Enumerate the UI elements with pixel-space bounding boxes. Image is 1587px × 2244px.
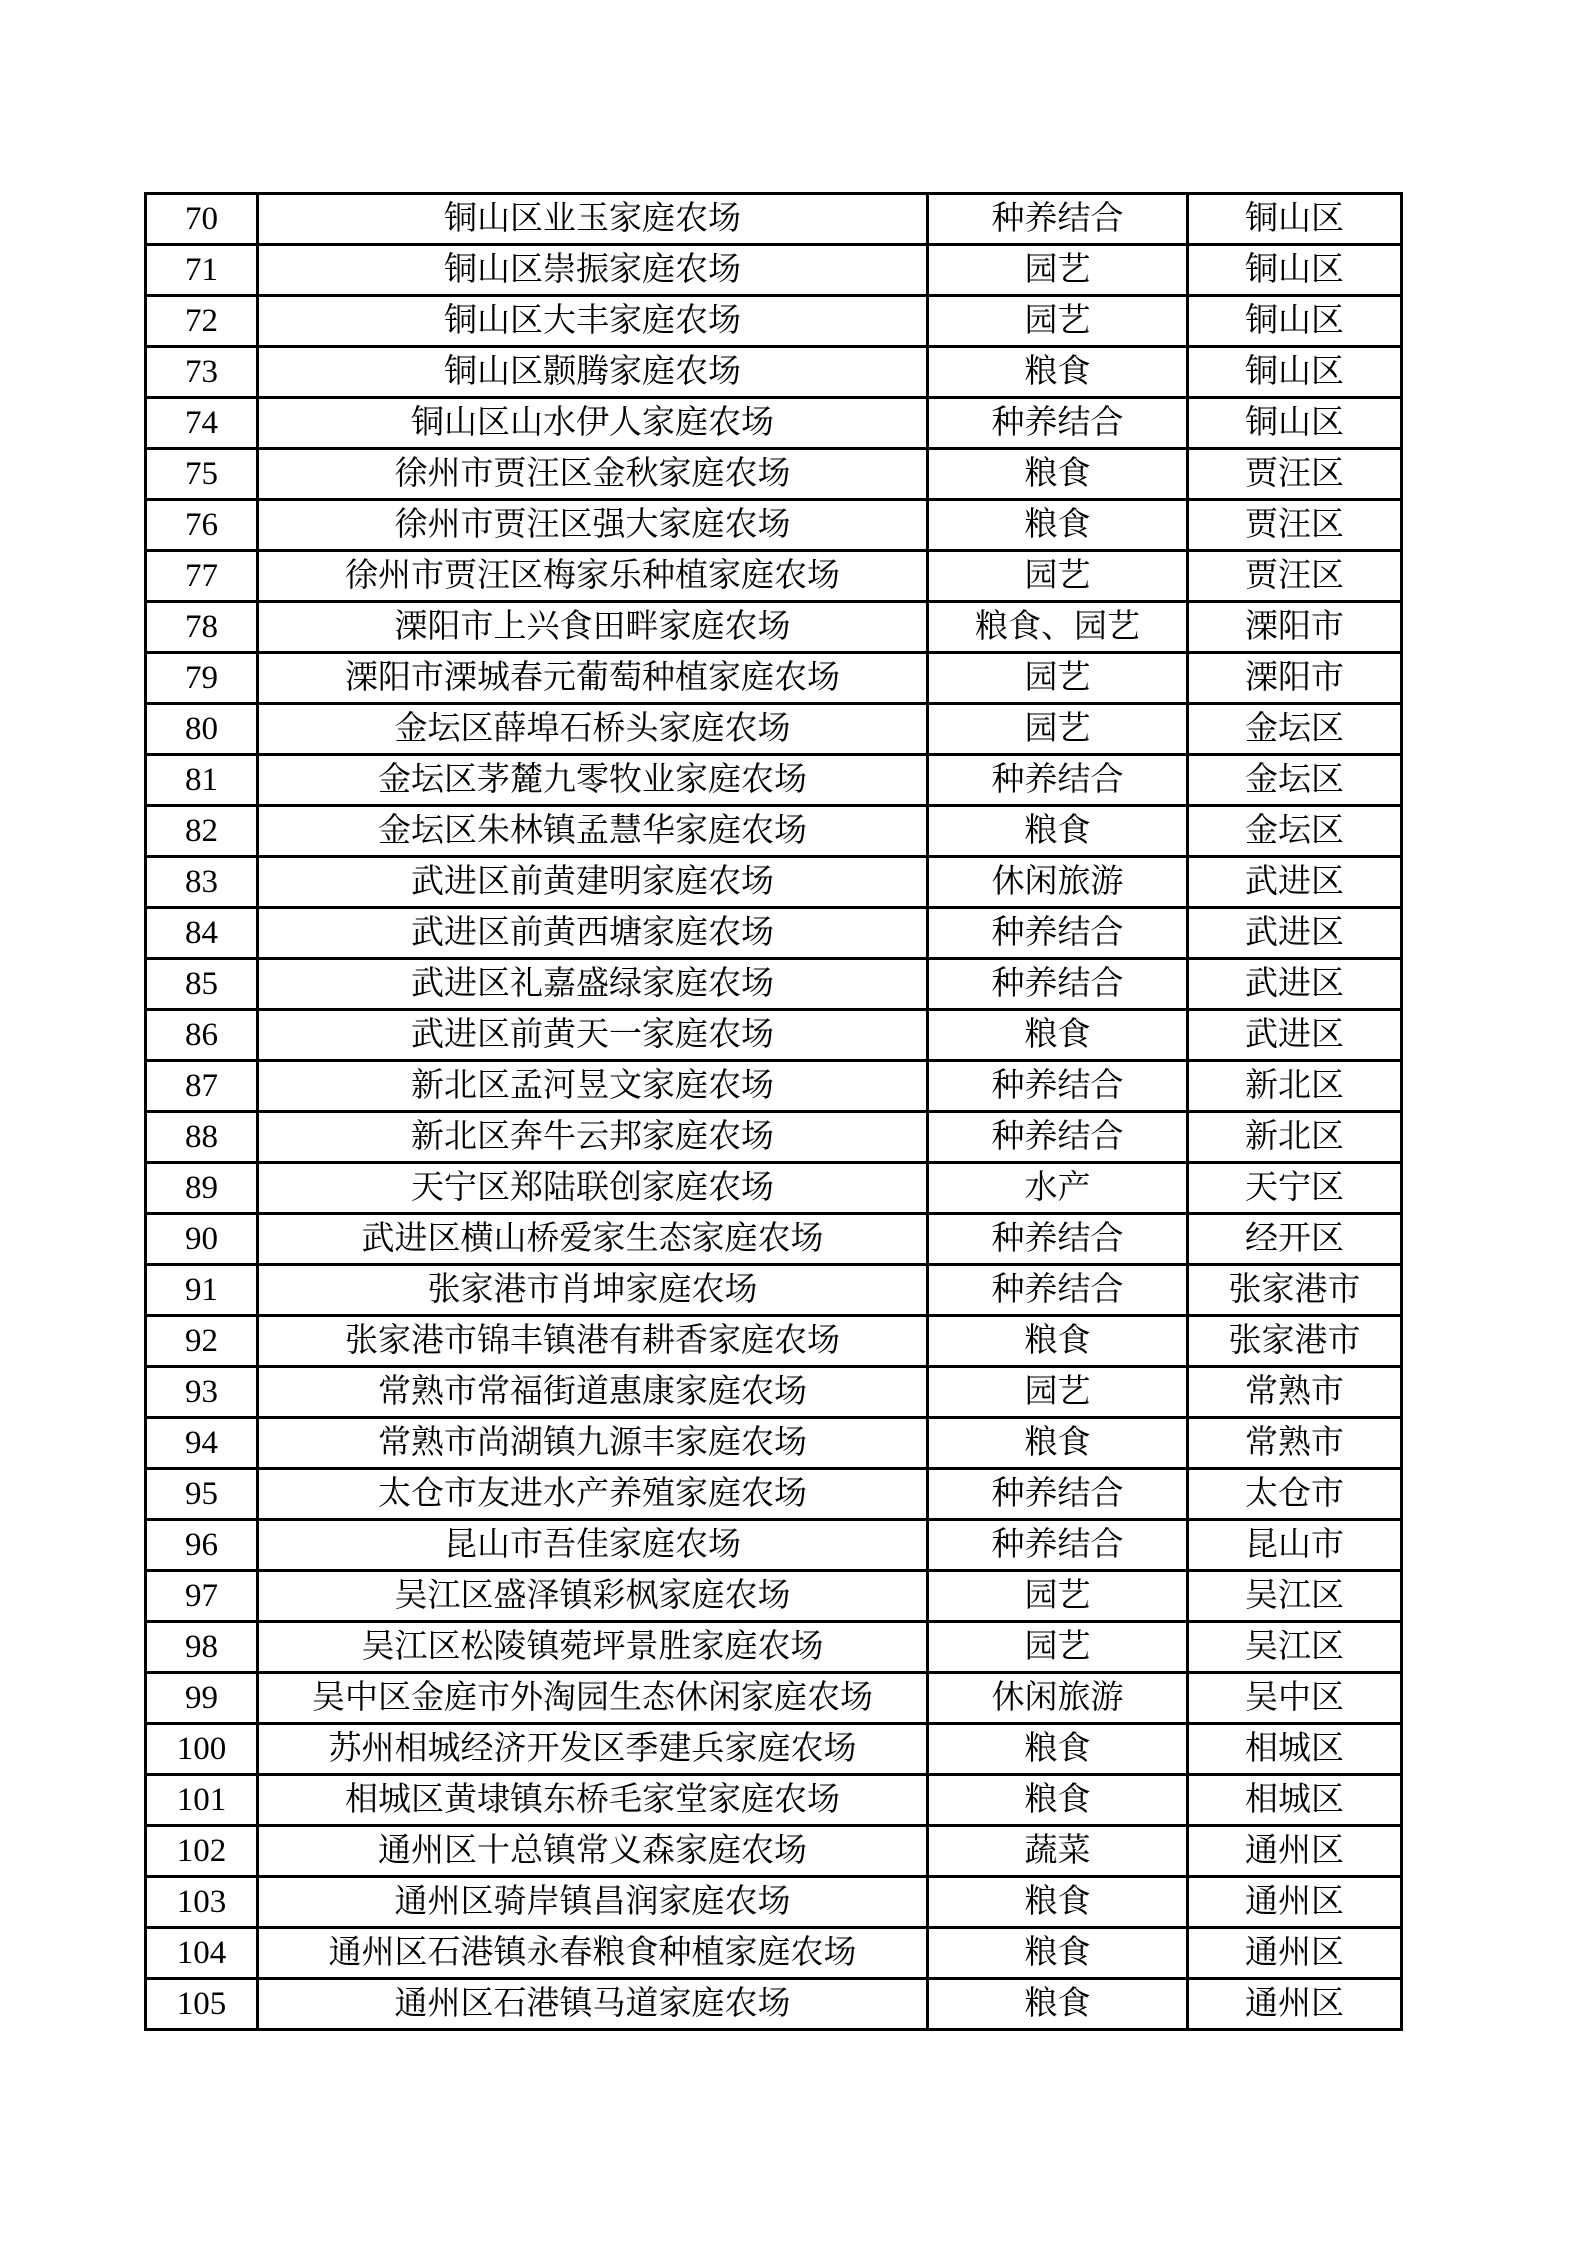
farm-name: 苏州相城经济开发区季建兵家庭农场 — [258, 1724, 928, 1775]
row-number: 84 — [146, 908, 258, 959]
table-row — [146, 806, 1402, 857]
farm-district: 昆山市 — [1188, 1520, 1402, 1571]
table-row — [146, 1010, 1402, 1061]
farm-type: 粮食 — [928, 1010, 1188, 1061]
farm-type: 粮食 — [928, 1724, 1188, 1775]
table-row — [146, 245, 1402, 296]
table-row — [146, 296, 1402, 347]
farm-district: 铜山区 — [1188, 194, 1402, 245]
table-row — [146, 1061, 1402, 1112]
row-number: 75 — [146, 449, 258, 500]
table-row — [146, 1367, 1402, 1418]
farm-type: 粮食 — [928, 500, 1188, 551]
row-number: 101 — [146, 1775, 258, 1826]
farm-district: 金坛区 — [1188, 755, 1402, 806]
farm-district: 天宁区 — [1188, 1163, 1402, 1214]
row-number: 90 — [146, 1214, 258, 1265]
farm-district: 铜山区 — [1188, 245, 1402, 296]
farm-type: 种养结合 — [928, 1061, 1188, 1112]
farm-type: 水产 — [928, 1163, 1188, 1214]
table-row — [146, 704, 1402, 755]
row-number: 99 — [146, 1673, 258, 1724]
table-row — [146, 653, 1402, 704]
row-number: 85 — [146, 959, 258, 1010]
farm-name: 铜山区业玉家庭农场 — [258, 194, 928, 245]
farm-district: 武进区 — [1188, 857, 1402, 908]
table-row — [146, 1928, 1402, 1979]
farm-district: 新北区 — [1188, 1112, 1402, 1163]
table-row — [146, 1979, 1402, 2030]
farm-name: 徐州市贾汪区强大家庭农场 — [258, 500, 928, 551]
farm-type: 园艺 — [928, 1622, 1188, 1673]
farm-name: 铜山区崇振家庭农场 — [258, 245, 928, 296]
farm-name: 武进区横山桥爱家生态家庭农场 — [258, 1214, 928, 1265]
row-number: 81 — [146, 755, 258, 806]
farm-district: 张家港市 — [1188, 1265, 1402, 1316]
farm-name: 吴江区松陵镇菀坪景胜家庭农场 — [258, 1622, 928, 1673]
row-number: 97 — [146, 1571, 258, 1622]
farm-type: 粮食 — [928, 449, 1188, 500]
farm-name: 吴中区金庭市外淘园生态休闲家庭农场 — [258, 1673, 928, 1724]
farm-type: 种养结合 — [928, 755, 1188, 806]
farm-district: 贾汪区 — [1188, 449, 1402, 500]
farm-name: 昆山市吾佳家庭农场 — [258, 1520, 928, 1571]
row-number: 73 — [146, 347, 258, 398]
farm-district: 常熟市 — [1188, 1367, 1402, 1418]
row-number: 70 — [146, 194, 258, 245]
farm-district: 相城区 — [1188, 1775, 1402, 1826]
farm-type: 园艺 — [928, 245, 1188, 296]
farm-type: 粮食 — [928, 1928, 1188, 1979]
farm-district: 常熟市 — [1188, 1418, 1402, 1469]
table-row — [146, 602, 1402, 653]
farm-type: 粮食、园艺 — [928, 602, 1188, 653]
row-number: 74 — [146, 398, 258, 449]
farm-district: 经开区 — [1188, 1214, 1402, 1265]
table-row — [146, 1214, 1402, 1265]
farm-district: 通州区 — [1188, 1979, 1402, 2030]
farm-district: 相城区 — [1188, 1724, 1402, 1775]
farm-name: 铜山区颢腾家庭农场 — [258, 347, 928, 398]
table-row — [146, 1826, 1402, 1877]
farm-district: 新北区 — [1188, 1061, 1402, 1112]
row-number: 83 — [146, 857, 258, 908]
farm-name: 铜山区大丰家庭农场 — [258, 296, 928, 347]
farm-name: 溧阳市上兴食田畔家庭农场 — [258, 602, 928, 653]
row-number: 93 — [146, 1367, 258, 1418]
farm-district: 张家港市 — [1188, 1316, 1402, 1367]
farm-district: 溧阳市 — [1188, 653, 1402, 704]
farm-district: 通州区 — [1188, 1928, 1402, 1979]
row-number: 88 — [146, 1112, 258, 1163]
farm-district: 吴江区 — [1188, 1571, 1402, 1622]
farm-name: 新北区奔牛云邦家庭农场 — [258, 1112, 928, 1163]
farm-name: 溧阳市溧城春元葡萄种植家庭农场 — [258, 653, 928, 704]
table-row — [146, 551, 1402, 602]
farm-name: 武进区前黄建明家庭农场 — [258, 857, 928, 908]
table-row — [146, 1877, 1402, 1928]
row-number: 104 — [146, 1928, 258, 1979]
table-row — [146, 1520, 1402, 1571]
farm-name: 天宁区郑陆联创家庭农场 — [258, 1163, 928, 1214]
farm-name: 吴江区盛泽镇彩枫家庭农场 — [258, 1571, 928, 1622]
farm-table-body — [146, 194, 1402, 2030]
farm-type: 种养结合 — [928, 1214, 1188, 1265]
table-row — [146, 1163, 1402, 1214]
farm-type: 种养结合 — [928, 959, 1188, 1010]
farm-type: 种养结合 — [928, 194, 1188, 245]
farm-type: 粮食 — [928, 1418, 1188, 1469]
farm-name: 常熟市常福街道惠康家庭农场 — [258, 1367, 928, 1418]
table-row — [146, 1316, 1402, 1367]
farm-name: 武进区礼嘉盛绿家庭农场 — [258, 959, 928, 1010]
farm-name: 武进区前黄西塘家庭农场 — [258, 908, 928, 959]
farm-type: 休闲旅游 — [928, 857, 1188, 908]
table-row — [146, 1571, 1402, 1622]
farm-name: 徐州市贾汪区梅家乐种植家庭农场 — [258, 551, 928, 602]
row-number: 72 — [146, 296, 258, 347]
table-row — [146, 1112, 1402, 1163]
farm-name: 通州区十总镇常义森家庭农场 — [258, 1826, 928, 1877]
farm-name: 金坛区朱林镇孟慧华家庭农场 — [258, 806, 928, 857]
row-number: 92 — [146, 1316, 258, 1367]
farm-district: 贾汪区 — [1188, 500, 1402, 551]
table-row — [146, 347, 1402, 398]
row-number: 80 — [146, 704, 258, 755]
farm-district: 通州区 — [1188, 1877, 1402, 1928]
farm-district: 铜山区 — [1188, 347, 1402, 398]
farm-type: 粮食 — [928, 1979, 1188, 2030]
farm-name: 通州区石港镇马道家庭农场 — [258, 1979, 928, 2030]
farm-name: 徐州市贾汪区金秋家庭农场 — [258, 449, 928, 500]
farm-type: 种养结合 — [928, 398, 1188, 449]
farm-name: 新北区孟河昱文家庭农场 — [258, 1061, 928, 1112]
farm-type: 园艺 — [928, 296, 1188, 347]
row-number: 96 — [146, 1520, 258, 1571]
farm-name: 通州区骑岸镇昌润家庭农场 — [258, 1877, 928, 1928]
farm-type: 粮食 — [928, 1775, 1188, 1826]
farm-district: 太仓市 — [1188, 1469, 1402, 1520]
table-row — [146, 194, 1402, 245]
farm-district: 金坛区 — [1188, 806, 1402, 857]
farm-name: 金坛区薛埠石桥头家庭农场 — [258, 704, 928, 755]
table-row — [146, 1469, 1402, 1520]
row-number: 71 — [146, 245, 258, 296]
farm-name: 常熟市尚湖镇九源丰家庭农场 — [258, 1418, 928, 1469]
family-farm-table — [144, 192, 1403, 2031]
row-number: 82 — [146, 806, 258, 857]
table-row — [146, 1418, 1402, 1469]
row-number: 78 — [146, 602, 258, 653]
farm-type: 园艺 — [928, 653, 1188, 704]
row-number: 89 — [146, 1163, 258, 1214]
farm-district: 吴中区 — [1188, 1673, 1402, 1724]
farm-name: 相城区黄埭镇东桥毛家堂家庭农场 — [258, 1775, 928, 1826]
farm-district: 武进区 — [1188, 908, 1402, 959]
table-row — [146, 449, 1402, 500]
row-number: 98 — [146, 1622, 258, 1673]
row-number: 87 — [146, 1061, 258, 1112]
table-row — [146, 1775, 1402, 1826]
farm-name: 通州区石港镇永春粮食种植家庭农场 — [258, 1928, 928, 1979]
farm-name: 张家港市肖坤家庭农场 — [258, 1265, 928, 1316]
farm-district: 吴江区 — [1188, 1622, 1402, 1673]
farm-name: 金坛区茅麓九零牧业家庭农场 — [258, 755, 928, 806]
farm-type: 种养结合 — [928, 1520, 1188, 1571]
farm-type: 粮食 — [928, 1877, 1188, 1928]
table-row — [146, 500, 1402, 551]
farm-type: 粮食 — [928, 806, 1188, 857]
farm-type: 种养结合 — [928, 908, 1188, 959]
farm-name: 张家港市锦丰镇港有耕香家庭农场 — [258, 1316, 928, 1367]
farm-name: 铜山区山水伊人家庭农场 — [258, 398, 928, 449]
table-row — [146, 1622, 1402, 1673]
row-number: 94 — [146, 1418, 258, 1469]
farm-district: 铜山区 — [1188, 296, 1402, 347]
farm-district: 贾汪区 — [1188, 551, 1402, 602]
farm-type: 园艺 — [928, 551, 1188, 602]
row-number: 95 — [146, 1469, 258, 1520]
row-number: 103 — [146, 1877, 258, 1928]
farm-type: 园艺 — [928, 1571, 1188, 1622]
row-number: 105 — [146, 1979, 258, 2030]
table-row — [146, 908, 1402, 959]
table-row — [146, 1265, 1402, 1316]
farm-type: 种养结合 — [928, 1265, 1188, 1316]
farm-district: 溧阳市 — [1188, 602, 1402, 653]
row-number: 100 — [146, 1724, 258, 1775]
row-number: 102 — [146, 1826, 258, 1877]
row-number: 91 — [146, 1265, 258, 1316]
row-number: 77 — [146, 551, 258, 602]
farm-name: 太仓市友进水产养殖家庭农场 — [258, 1469, 928, 1520]
farm-district: 武进区 — [1188, 959, 1402, 1010]
farm-type: 蔬菜 — [928, 1826, 1188, 1877]
farm-type: 休闲旅游 — [928, 1673, 1188, 1724]
row-number: 86 — [146, 1010, 258, 1061]
table-row — [146, 755, 1402, 806]
row-number: 76 — [146, 500, 258, 551]
table-row — [146, 959, 1402, 1010]
farm-district: 铜山区 — [1188, 398, 1402, 449]
farm-type: 园艺 — [928, 704, 1188, 755]
table-row — [146, 1673, 1402, 1724]
farm-type: 粮食 — [928, 347, 1188, 398]
farm-district: 通州区 — [1188, 1826, 1402, 1877]
table-row — [146, 398, 1402, 449]
farm-name: 武进区前黄天一家庭农场 — [258, 1010, 928, 1061]
farm-type: 园艺 — [928, 1367, 1188, 1418]
farm-type: 种养结合 — [928, 1469, 1188, 1520]
farm-district: 武进区 — [1188, 1010, 1402, 1061]
farm-district: 金坛区 — [1188, 704, 1402, 755]
farm-type: 种养结合 — [928, 1112, 1188, 1163]
table-row — [146, 1724, 1402, 1775]
table-row — [146, 857, 1402, 908]
farm-type: 粮食 — [928, 1316, 1188, 1367]
row-number: 79 — [146, 653, 258, 704]
